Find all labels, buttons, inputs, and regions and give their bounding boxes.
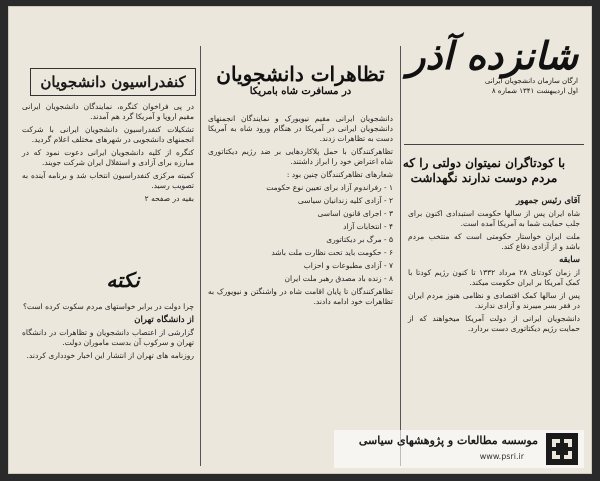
article-paragraph: ۵ - مرگ بر دیکتاتوری xyxy=(326,235,393,244)
article-paragraph: در پی فراخوان کنگره، نمایندگان دانشجویان ایرانی مقیم اروپا و آمریکا گرد هم آمدند. xyxy=(22,102,194,121)
article-paragraph: چرا دولت در برابر خواستهای مردم سکوت کرده است؟ xyxy=(23,302,194,311)
article-paragraph: سابقه xyxy=(559,255,580,265)
center-headline: تظاهرات دانشجویان xyxy=(216,62,385,86)
article-paragraph: ۴ - انتخابات آزاد xyxy=(343,222,393,231)
article-paragraph: از زمان کودتای ۲۸ مرداد ۱۳۳۲ تا کنون رژیم کودتا با کمک آمریکا بر ایران حکومت میکند. xyxy=(408,268,580,287)
masthead-rule xyxy=(404,144,584,145)
newspaper-name: شانزده آذر xyxy=(407,33,578,78)
center-subheadline: در مسافرت شاه بامریکا xyxy=(249,86,352,97)
masthead xyxy=(403,33,578,96)
article-paragraph: ۳ - اجرای قانون اساسی xyxy=(317,209,393,218)
newspaper-tagline: ارگان سازمان دانشجویان ایرانی xyxy=(484,77,578,85)
article-paragraph: ۸ - زنده باد مصدق رهبر ملت ایران xyxy=(284,274,393,283)
article-paragraph: تظاهرکنندگان تا پایان اقامت شاه در واشنگتن و نیویورک به تظاهرات خود ادامه دادند. xyxy=(208,287,393,306)
issue-line: اول اردیبهشت ۱۳۴۱ شماره ۸ xyxy=(491,87,578,95)
article-paragraph: شعارهای تظاهرکنندگان چنین بود : xyxy=(286,170,393,179)
left-article xyxy=(22,102,194,207)
right-headline: با کودتاگران نمیتوان دولتی را که مردم دوست ندارند نگهداشت xyxy=(402,156,566,185)
left-article-2 xyxy=(22,302,194,364)
column-rule-left xyxy=(200,46,201,466)
article-paragraph: ملت ایران خواستار حکومتی است که منتخب مردم باشد و از آزادی دفاع کند. xyxy=(408,232,580,251)
article-paragraph: آقای رئیس جمهور xyxy=(515,196,580,206)
article-paragraph: کنگره از کلیه دانشجویان ایرانی دعوت نمود که در مبارزه برای آزادی و استقلال ایران شرکت جویند. xyxy=(22,148,194,167)
center-article xyxy=(208,114,393,310)
article-paragraph: ۲ - آزادی کلیه زندانیان سیاسی xyxy=(297,196,393,205)
article-paragraph: دانشجویان ایرانی مقیم نیویورک و نمایندگان انجمنهای دانشجویان ایرانی در آمریکا در هنگام ورود شاه به آمریکا دست به تظاهرات زدند. xyxy=(208,114,393,143)
watermark xyxy=(334,430,584,468)
article-paragraph: گزارشی از اعتصاب دانشجویان و تظاهرات در دانشگاه تهران و سرکوب آن بدست ماموران دولت. xyxy=(22,328,194,347)
article-paragraph: شاه ایران پس از سالها حکومت استبدادی اکنون برای جلب حمایت شما به آمریکا آمده است. xyxy=(408,209,580,228)
article-paragraph: پس از سالها کمک اقتصادی و نظامی هنوز مردم ایران در فقر بسر میبرند و آزادی ندارند. xyxy=(408,291,580,310)
article-paragraph: از دانشگاه تهران xyxy=(134,315,194,325)
institute-logo-icon xyxy=(546,433,578,465)
article-paragraph: بقیه در صفحه ۲ xyxy=(144,194,194,203)
article-paragraph: تشکیلات کنفدراسیون دانشجویان ایرانی با شرکت انجمنهای دانشجویی در شهرهای مختلف اعلام گردید. xyxy=(22,125,194,144)
article-paragraph: تظاهرکنندگان با حمل پلاکاردهایی بر ضد رژیم دیکتاتوری شاه اعتراض خود را ابراز داشتند. xyxy=(208,147,393,166)
article-paragraph: کمیته مرکزی کنفدراسیون انتخاب شد و برنامه آینده به تصویب رسید. xyxy=(22,171,194,190)
watermark-title: موسسه مطالعات و پژوهشهای سیاسی xyxy=(358,434,538,447)
article-paragraph: ۱ - رفراندوم آزاد برای تعیین نوع حکومت xyxy=(266,183,393,192)
nokteh-title: نکته xyxy=(106,268,140,292)
right-article xyxy=(408,196,580,337)
article-paragraph: دانشجویان ایرانی از دولت آمریکا میخواهند که از حمایت رژیم دیکتاتوری دست بردارد. xyxy=(408,314,580,333)
left-section-title: کنفدراسیون دانشجویان xyxy=(30,68,196,96)
newspaper-page xyxy=(8,6,592,474)
watermark-url: www.psri.ir xyxy=(479,452,524,461)
center-headline-block xyxy=(208,62,393,97)
article-paragraph: ۷ - آزادی مطبوعات و احزاب xyxy=(303,261,393,270)
column-rule-right xyxy=(400,46,401,466)
article-paragraph: روزنامه های تهران از انتشار این اخبار خودداری کردند. xyxy=(26,351,194,360)
article-paragraph: ۶ - حکومت باید تحت نظارت ملت باشد xyxy=(271,248,393,257)
